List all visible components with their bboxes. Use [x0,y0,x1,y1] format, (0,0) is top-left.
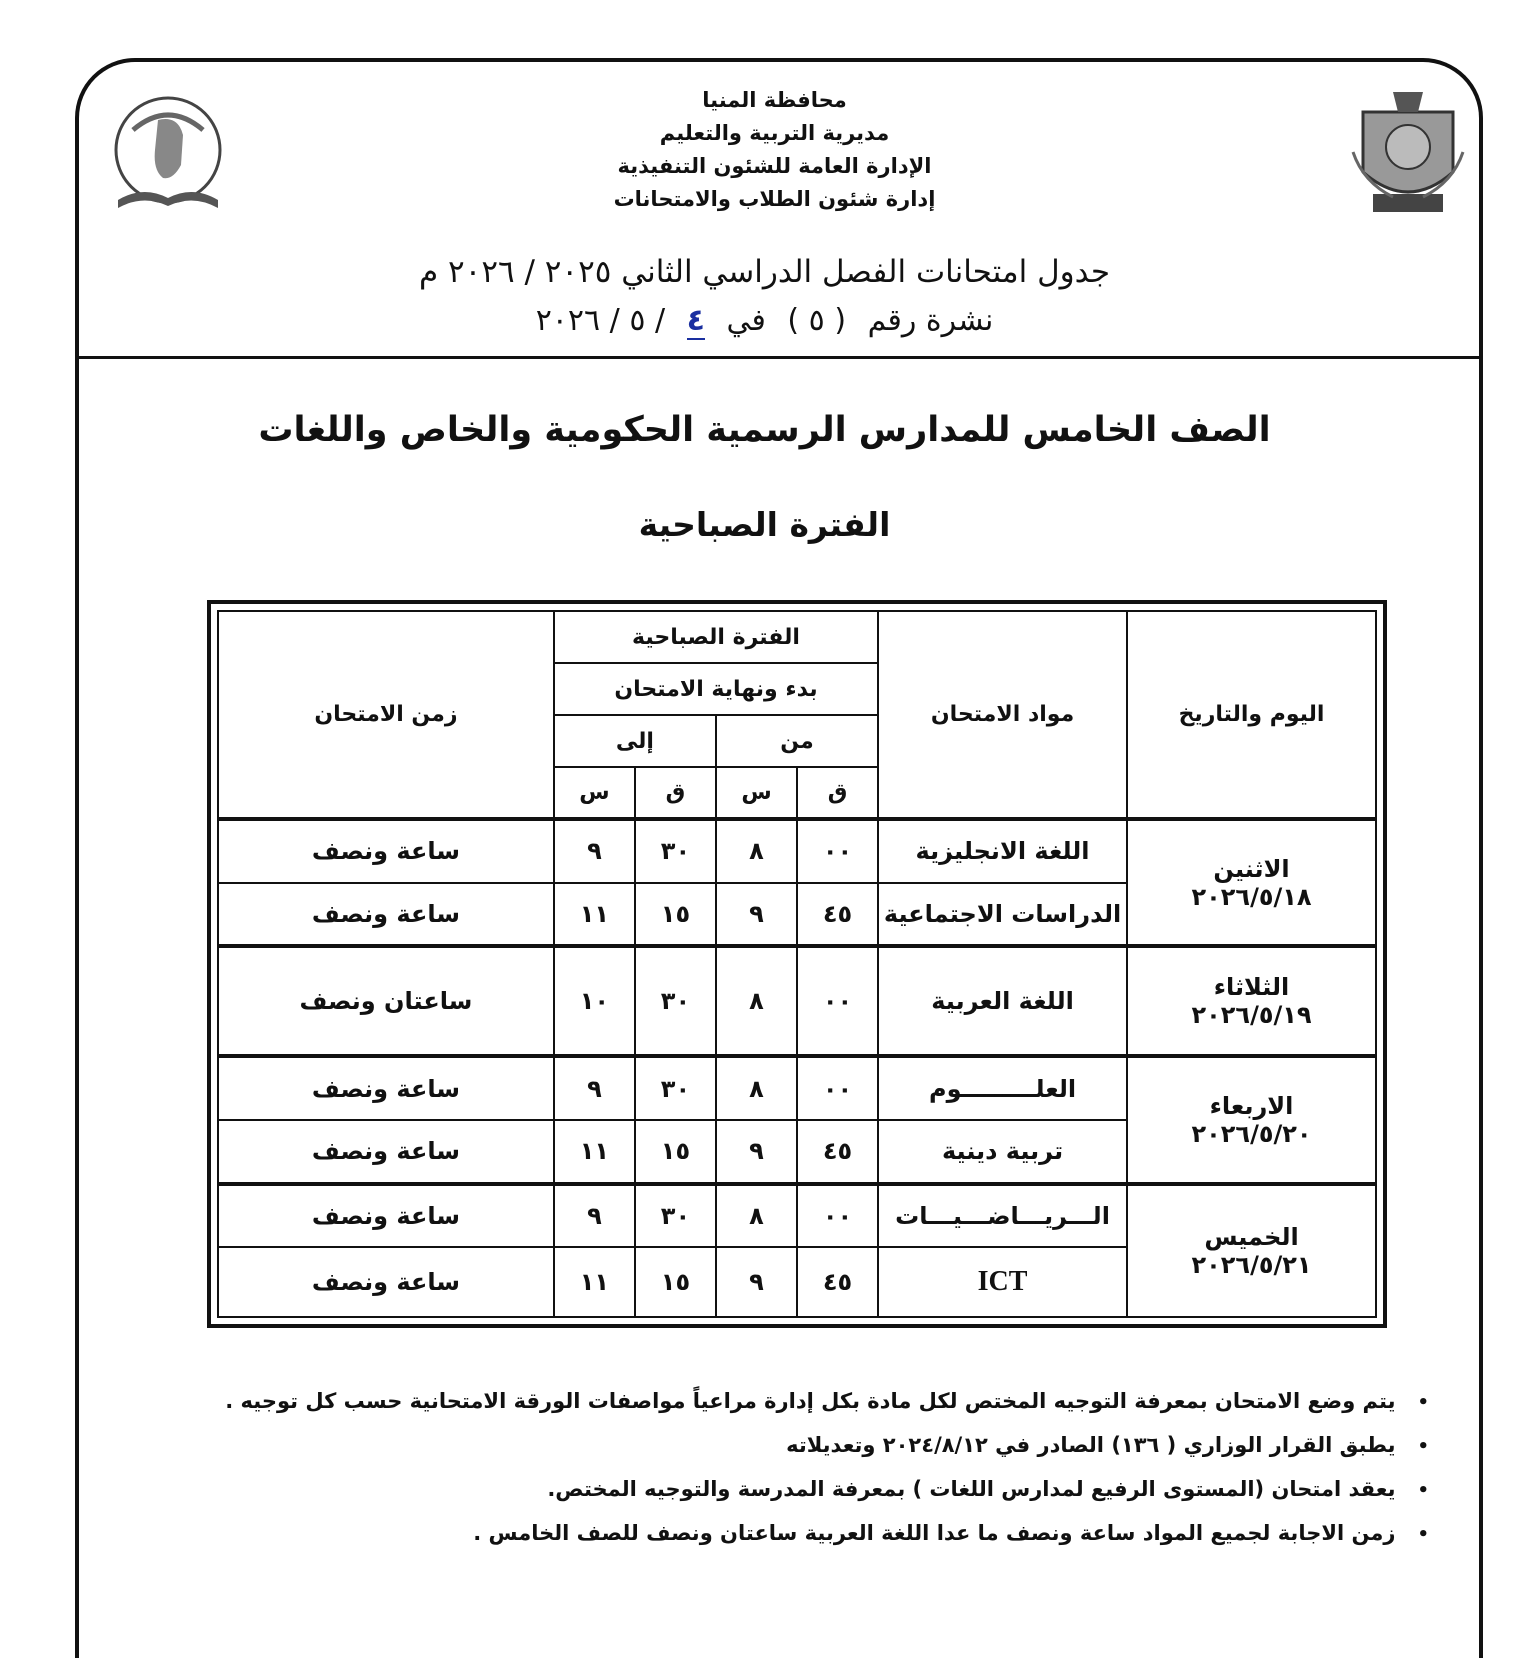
to-minute-cell: ١٥ [635,1120,716,1184]
from-minute-cell: ٠٠ [797,819,878,883]
from-minute-cell: ٤٥ [797,1247,878,1317]
exam-date: ٢٠٢٦/٥/٢١ [1191,1250,1312,1279]
subject-cell: الدراسات الاجتماعية [878,883,1127,947]
from-hour-cell: ٨ [716,946,797,1056]
to-minute-cell: ٣٠ [635,946,716,1056]
grade-title: الصف الخامس للمدارس الرسمية الحكومية والخاص واللغات [258,410,1271,450]
exam-date: ٢٠٢٦/٥/٢٠ [1191,1119,1312,1148]
to-hour-cell: ١١ [554,1120,635,1184]
day-date-cell [1127,1184,1376,1318]
exam-table-frame [207,600,1387,1328]
to-minute-cell: ١٥ [635,1247,716,1317]
table-row [218,946,1376,1056]
to-hour-cell: ٩ [554,1056,635,1120]
header-to: إلى [554,715,716,767]
header-from: من [716,715,878,767]
header-period: الفترة الصباحية [554,611,878,663]
exam-schedule-table [217,610,1377,1318]
subject-cell: ICT [878,1247,1127,1317]
to-minute-cell: ٣٠ [635,1056,716,1120]
exam-date: ٢٠٢٦/٥/١٩ [1191,1001,1312,1030]
header-subjects: مواد الامتحان [878,611,1127,819]
duration-cell: ساعة ونصف [218,1120,554,1184]
from-minute-cell: ٠٠ [797,1056,878,1120]
notes-list [109,1380,1429,1556]
from-hour-cell: ٩ [716,1247,797,1317]
from-hour-cell: ٩ [716,883,797,947]
bulletin-month-year: / ٥ / ٢٠٢٦ [535,303,666,338]
to-hour-cell: ٩ [554,819,635,883]
note-item: • يعقد امتحان (المستوى الرفيع لمدارس اللغات ) بمعرفة المدرسة والتوجيه المختص. [109,1468,1429,1512]
table-row [218,1056,1376,1120]
subject-cell: الـــريـــاضـــيـــات [878,1184,1127,1248]
from-minute-cell: ٤٥ [797,883,878,947]
subject-cell: اللغة الانجليزية [878,819,1127,883]
bulletin-line [0,303,1529,338]
header-duration: زمن الامتحان [218,611,554,819]
duration-cell: ساعتان ونصف [218,946,554,1056]
from-hour-cell: ٨ [716,1056,797,1120]
period-title: الفترة الصباحية [638,505,891,544]
day-name: الاربعاء [1209,1091,1294,1120]
from-minute-cell: ٠٠ [797,1184,878,1248]
from-minute-cell: ٠٠ [797,946,878,1056]
to-hour-cell: ١٠ [554,946,635,1056]
duration-cell: ساعة ونصف [218,1184,554,1248]
from-minute-cell: ٤٥ [797,1120,878,1184]
from-hour-cell: ٩ [716,1120,797,1184]
to-hour-cell: ١١ [554,1247,635,1317]
organization-header [0,84,1529,216]
to-minute-cell: ١٥ [635,883,716,947]
org-line-governorate: محافظة المنيا [702,88,847,112]
subject-cell: العلـــــــــوم [878,1056,1127,1120]
subject-cell: اللغة العربية [878,946,1127,1056]
duration-cell: ساعة ونصف [218,819,554,883]
to-hour-cell: ٩ [554,1184,635,1248]
org-line-directorate: مديرية التربية والتعليم [659,121,890,145]
header-start-end: بدء ونهاية الامتحان [554,663,878,715]
to-hour-cell: ١١ [554,883,635,947]
from-hour-cell: ٨ [716,819,797,883]
bulletin-label: نشرة رقم [867,303,994,338]
note-item: • زمن الاجابة لجميع المواد ساعة ونصف ما عدا اللغة العربية ساعتان ونصف للصف الخامس . [109,1512,1429,1556]
header-from-hour: س [716,767,797,819]
header-to-hour: س [554,767,635,819]
day-date-cell [1127,1056,1376,1183]
subject-cell: تربية دينية [878,1120,1127,1184]
duration-cell: ساعة ونصف [218,1247,554,1317]
note-item: • يطبق القرار الوزاري ( ١٣٦) الصادر في ٢٠٢٤/٨/١٢ وتعديلاته [109,1424,1429,1468]
day-date-cell [1127,819,1376,946]
org-line-admin: الإدارة العامة للشئون التنفيذية [617,154,932,178]
day-date-cell [1127,946,1376,1056]
header-day-date: اليوم والتاريخ [1127,611,1376,819]
to-minute-cell: ٣٠ [635,1184,716,1248]
header-from-minute: ق [797,767,878,819]
bulletin-number: ( ٥ ) [787,303,847,338]
day-name: الخميس [1204,1222,1299,1251]
day-name: الاثنين [1213,854,1290,883]
exam-date: ٢٠٢٦/٥/١٨ [1191,882,1312,911]
to-minute-cell: ٣٠ [635,819,716,883]
duration-cell: ساعة ونصف [218,883,554,947]
bulletin-in: في [726,303,766,338]
day-name: الثلاثاء [1213,973,1290,1002]
table-row [218,819,1376,883]
header-divider [75,356,1483,359]
bulletin-day-handwritten: ٤ [686,303,705,338]
note-item: • يتم وضع الامتحان بمعرفة التوجيه المختص لكل مادة بكل إدارة مراعياً مواصفات الورقة الامتحانية حسب كل توجيه . [109,1380,1429,1424]
from-hour-cell: ٨ [716,1184,797,1248]
org-line-exams-dept: إدارة شئون الطلاب والامتحانات [613,187,936,211]
schedule-title: جدول امتحانات الفصل الدراسي الثاني ٢٠٢٥ / ٢٠٢٦ م [418,254,1111,290]
duration-cell: ساعة ونصف [218,1056,554,1120]
table-row [218,1184,1376,1248]
header-to-minute: ق [635,767,716,819]
